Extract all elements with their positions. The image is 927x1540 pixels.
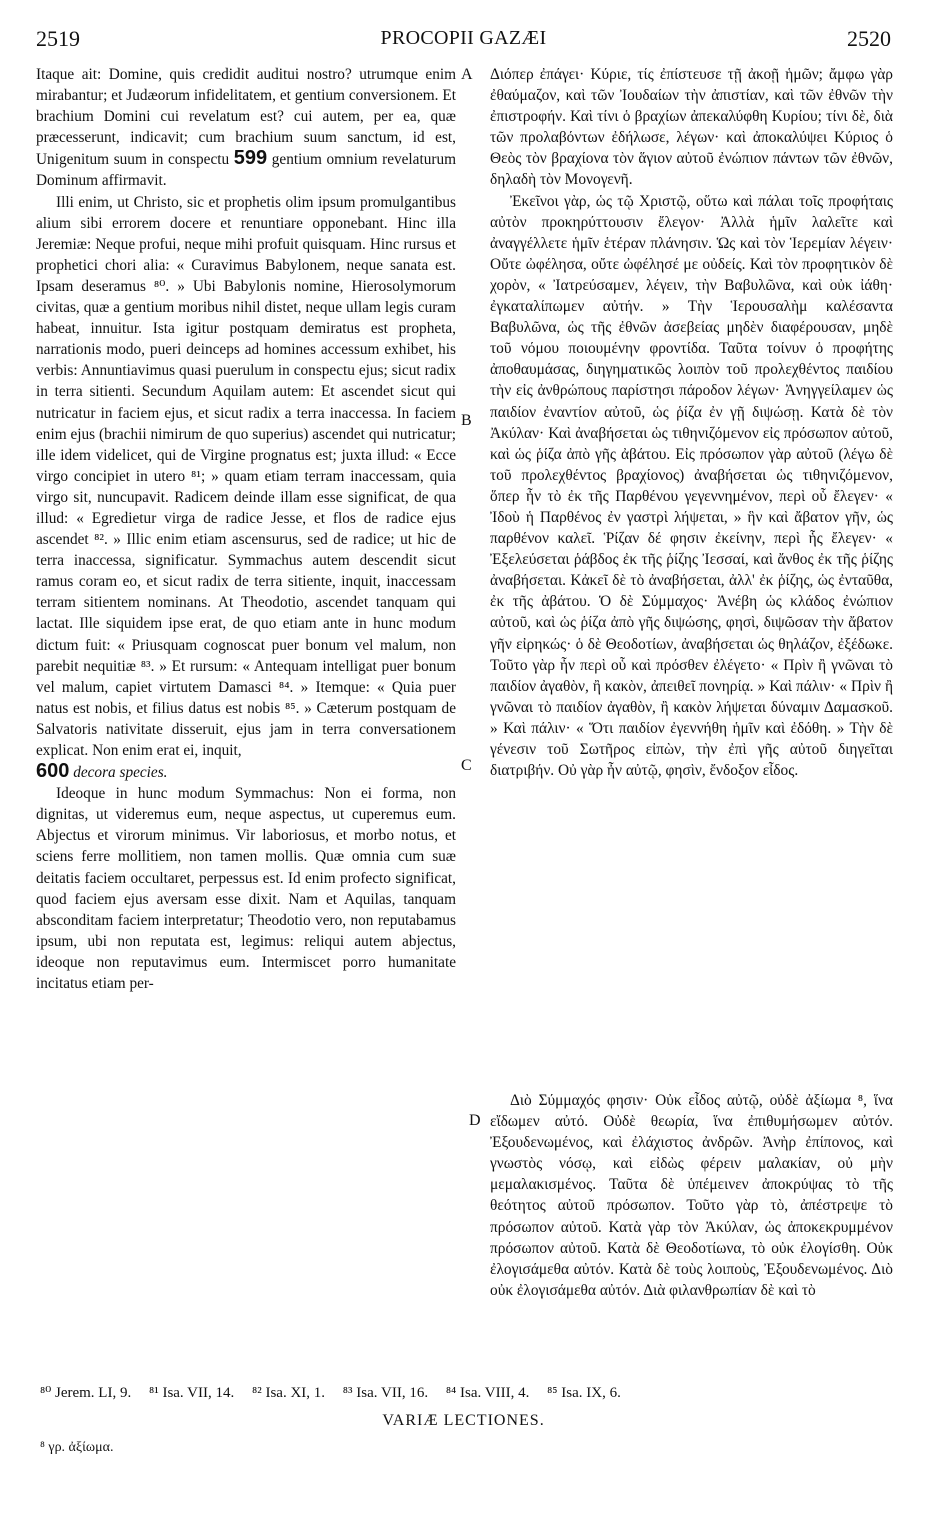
footnote: ⁸³ Isa. VII, 16.	[342, 1385, 429, 1401]
footnote: ⁸⁰ Jerem. LI, 9.	[40, 1385, 132, 1401]
latin-paragraph	[36, 192, 456, 784]
margin-marker-d: D	[469, 1112, 481, 1129]
latin-text: Illi enim, ut Christo, sic et prophetis olim ipsum promulgantibus alium sibi errorem docere et renuntiare opponebant. Hinc illa Jeremiæ: Neque profui, neque mihi profuit quisquam. Hinc rursus et prophetici chori alia: « Curavimus Babylonem, neque sanata est. Ipsam deseramus ⁸⁰. » Ubi Babylonis nomine, Hierosolymorum civitas, quæ a gentium moribus nihil distet, neque ullam legis curam habeat, innuitur. Ista igitur postquam demiratus est propheta, narrationis modo, pueri deinceps ad homines accessum exhibet, his verbis: Annuntiavimus quasi puerulum in conspectu ejus; sicut radix in terra sitienti. Secundum Aquilam autem: Et ascendet sicut qui nutricatur in faciem ejus, et sicut radix a terra inaccessa. In faciem enim ejus (brachii nimirum de quo superius) ascendet qui nutricatur; ille idem videlicet, qui de Virgine prognatus est; juxta illud: « Ecce virgo concipiet in utero ⁸¹; » quam etiam terram inaccessam, quia virgo sit, nuncupavit. Radicem deinde illam esse significat, de qua illud: « Egredietur virga de radice Jesse, et flos de radice ejus ascendet ⁸². » Illic enim etiam ascensurus, sed de radice; ut hic de terra inaccessa, significatur. Symmachus autem descendit sicut ramus coram eo, et sicut radix de terra sitiente, inquit, inaccessam terram sitientem nominans. At Theodotio, ascendet tanquam qui lactat. Ille siquidem ipse erat, de quo etiam ante in hunc modum dictum fuit: « Priusquam cognoscat puer bonum vel malum, non parebit nequitiæ ⁸³. » Et rursum: « Antequam intelligat puer bonum vel malum, capiet virtutem Damasci ⁸⁴. » Itemque: « Quia puer natus est nobis, et filius datus est nobis ⁸⁵. » Cæterum postquam de Salvatoris nativitate disseruit, ejus jam in terra conversationem explicat. Non enim erat ei, inquit,	[36, 193, 456, 759]
footnote: ⁸⁴ Isa. VIII, 4.	[445, 1385, 530, 1401]
margin-marker-b: B	[461, 412, 472, 429]
greek-paragraph: Διὸ Σύμμαχός φησιν· Οὐκ εἶδος αὐτῷ, οὐδὲ ἀξίωμα ⁸, ἵνα εἴδωμεν αὐτό. Οὐδὲ θεωρία, ἵνα ἐπιθυμήσωμεν αὐτόν. Ἐξουδενωμένος, καὶ ἐλάχιστος ἀνδρῶν. Ἀνὴρ ἐπίπονος, καὶ γνωστὸς νόσῳ, καὶ εἰδὼς φέρειν μαλακίαν, οὐ μὴν μεμαλακισμένος. Ταῦτα δὲ ὑπέμεινεν ἀποκρύψας τὸ τῆς θεότητος αὐτοῦ πρόσωπον. Τοῦτο γὰρ τὸ, ἀπέστρεψε τὸ πρόσωπον αὐτοῦ. Κατὰ γὰρ τὸν Ἀκύλαν, ὡς ἀποκεκρυμμένον πρόσωπον αὐτοῦ. Κατὰ δὲ Θεοδοτίωνα, τὸ οὐκ ἐλογίσθη. Οὐκ ἐλογισάμεθα αὐτόν. Κατὰ δὲ τοὺς λοιποὺς, Ἐξουδενωμένος. Διὸ οὐκ ἐλογισάμεθα αὐτόν. Διὰ φιλανθρωπίαν δὲ καὶ τὸ	[490, 1092, 893, 1299]
right-page-number: 2520	[847, 26, 891, 51]
column-number: 600	[36, 760, 70, 783]
greek-paragraph: Διόπερ ἐπάγει· Κύριε, τίς ἐπίστευσε τῇ ἀκοῇ ἡμῶν; ἄμφω γὰρ ἐθαύμαζον, καὶ τῶν Ἰουδαίων τὴν ἀπιστίαν, καὶ τῶν ἐθνῶν τὴν ἐπιστροφήν. Καὶ τίνι ὁ βραχίων ἀπεκαλύφθη Κυρίου; τίνι δὲ, διὰ τῶν προλαβόντων ἐδήλωσε, λέγων· καὶ ἀποκαλύψει Κύριος ὁ Θεὸς τὸν βραχίονα τὸν ἅγιον αὐτοῦ ἐνώπιον πάντων τῶν ἐθνῶν, δηλαδὴ τὸν Μονογενῆ.	[490, 66, 893, 189]
latin-paragraph: Ideoque in hunc modum Symmachus: Non ei forma, non dignitas, ut videremus eum, neque aspectus, ut cuperemus eum. Abjectus et virorum minimus. Vir laboriosus, et morbo notus, et sciens ferre mollitiem, non tamen mollis. Quæ omnia cum suæ deitatis faciem occultaret, perpessus est. Id enim profecto significat, quod faciem ejus aversam esse dixit. Nam et Aquilas, tanquam absconditam faciem interpretatur; Theodotio vero, non reputabamus ipsum, ubi non reputata est, legimus: reliqui autem abjectus, ideoque non reputavimus eum. Intermiscet porro humanitate incitatus etiam per-	[36, 785, 456, 993]
running-title: PROCOPII GAZÆI	[380, 27, 547, 49]
footnote: ⁸¹ Isa. VII, 14.	[148, 1385, 235, 1401]
greek-paragraph: Ἐκεῖνοι γὰρ, ὡς τῷ Χριστῷ, οὕτω καὶ πάλαι τοῖς προφήταις αὐτὸν προκηρύττουσιν ἔλεγον· Ἀλλὰ ἡμῖν λαλεῖτε καὶ ἀναγγέλλετε ἡμῖν ἑτέραν πλάνησιν. Ὡς καὶ τὸν Ἱερεμίαν λέγειν· Οὔτε ὠφέλησα, οὔτε ὠφέλησέ με οὐδείς. Καὶ τὸν προφητικὸν δὲ χορὸν, « Ἰατρεύσαμεν, λέγειν, τὴν Βαβυλῶνα, καὶ οὐκ ἰάθη· ἐγκαταλίπωμεν αὐτήν. » Τὴν Ἱερουσαλὴμ καλέσαντα Βαβυλῶνα, ὡς τῆς ἐθνῶν ἀσεβείας μηδὲν διαφέρουσαν, μηδὲ τοῦ νόμου ποιουμένην φροντίδα. Ταῦτα τοίνυν ὁ προφήτης ἀποθαυμάσας, διηγηματικῶς λοιπὸν τοῦ προλεχθέντος παιδίου τὴν εἰς ἀνθρώπους παρίστησι πάροδον λέγων· Ἀνηγγείλαμεν ὡς παιδίον ἐναντίον αὐτοῦ, ὡς ῥίζα ἐν γῇ διψώσῃ. Κατὰ δὲ τὸν Ἀκύλαν· Καὶ ἀναβήσεται ὡς τιθηνιζόμενον εἰς πρόσωπον αὐτοῦ, καὶ ὡς ῥίζα ἀπὸ γῆς ἀβάτου. Εἰς πρόσωπον γὰρ αὐτοῦ (λέγω δὲ τοῦ προλεχθέντος βραχίονος) ἀναβήσεται ὡς τιθηνιζόμενον, ὅπερ ἦν τὸ ἐκ τῆς Παρθένου γεγεννημένον, περὶ οὗ ἔλεγεν· « Ἰδοὺ ἡ Παρθένος ἐν γαστρὶ λήψεται, » ἣν καὶ ἄβατον γῆν, ὡς παρθένον καλεῖ. Ῥίζαν δέ φησιν ἐκείνην, περὶ ἧς ἔλεγεν· « Ἐξελεύσεται ῥάβδος ἐκ τῆς ῥίζης Ἰεσσαί, καὶ ἄνθος ἐκ τῆς ῥίζης ἀναβήσεται. Κἀκεῖ δὲ τὸ ἀναβήσεται, ἀλλ' ἐκ ῥίζης, ὡς ἐνταῦθα, ἐκ τῆς ἀβάτου. Ὁ δὲ Σύμμαχος· Ἀνέβη ὡς κλάδος ἐνώπιον αὐτοῦ, καὶ ὡς ῥίζα ἀπὸ γῆς διψώσης, φησὶ, διψῶσαν τὴν ἄβατον γῆν εἰρηκώς· ὁ δὲ Θεοδοτίων, ἀναβήσεται ὡς θηλάζον, ἐξέδωκε. Τοῦτο γὰρ ἦν περὶ οὗ καὶ πρόσθεν ἐλέγετο· « Πρὶν ἢ γνῶναι τὸ παιδίον ἀγαθὸν, ἢ κακὸν, ἀπειθεῖ πονηρίᾳ. » Καὶ πάλιν· « Πρὶν ἢ γνῶναι τὸ παιδίον ἀγαθὸν, ἢ κακὸν λήψεται δύναμιν Δαμασκοῦ. » Καὶ πάλιν· « Ὅτι παιδίον ἐγεννήθη ἡμῖν καὶ ἐδόθη. » Τὴν δὲ γένεσιν τοῦ Σωτῆρος εἰπὼν, τὴν ἐπὶ γῆς αὐτοῦ διηγεῖται διατριβήν. Οὐ γὰρ ἦν αὐτῷ, φησὶν, ἔνδοξον εἶδος.	[490, 192, 893, 780]
running-header	[36, 26, 891, 56]
footnote: ⁸⁵ Isa. IX, 6.	[547, 1385, 621, 1401]
latin-paragraph	[36, 64, 456, 192]
column-number: 599	[233, 147, 268, 170]
latin-text: decora species.	[73, 764, 168, 782]
greek-column-lower	[490, 1090, 893, 1301]
latin-text: Itaque ait: Domine, quis credidit auditui nostro? utrumque enim mirabantur; et Judæorum infidelitatem, et gentium conversionem. Et brachium Domini cui revelatum est? cui autem, per ea, quæ præcesserunt, indicavit; cum brachium suum sanctum, id est, Unigenitum suum in conspectu	[36, 66, 456, 169]
footnote: ⁸² Isa. XI, 1.	[252, 1385, 326, 1401]
variae-lectiones-note: ⁸ γρ. ἀξίωμα.	[40, 1440, 114, 1455]
latin-column	[36, 64, 456, 994]
margin-marker-c: C	[461, 757, 472, 774]
left-page-number: 2519	[36, 26, 80, 51]
margin-marker-a: A	[461, 66, 473, 83]
latin-text: gentium omnium revelaturum Dominum affirmavit.	[36, 151, 457, 190]
variae-lectiones-heading: VARIÆ LECTIONES.	[382, 1412, 545, 1429]
footnotes	[40, 1383, 900, 1402]
greek-column	[490, 64, 893, 781]
